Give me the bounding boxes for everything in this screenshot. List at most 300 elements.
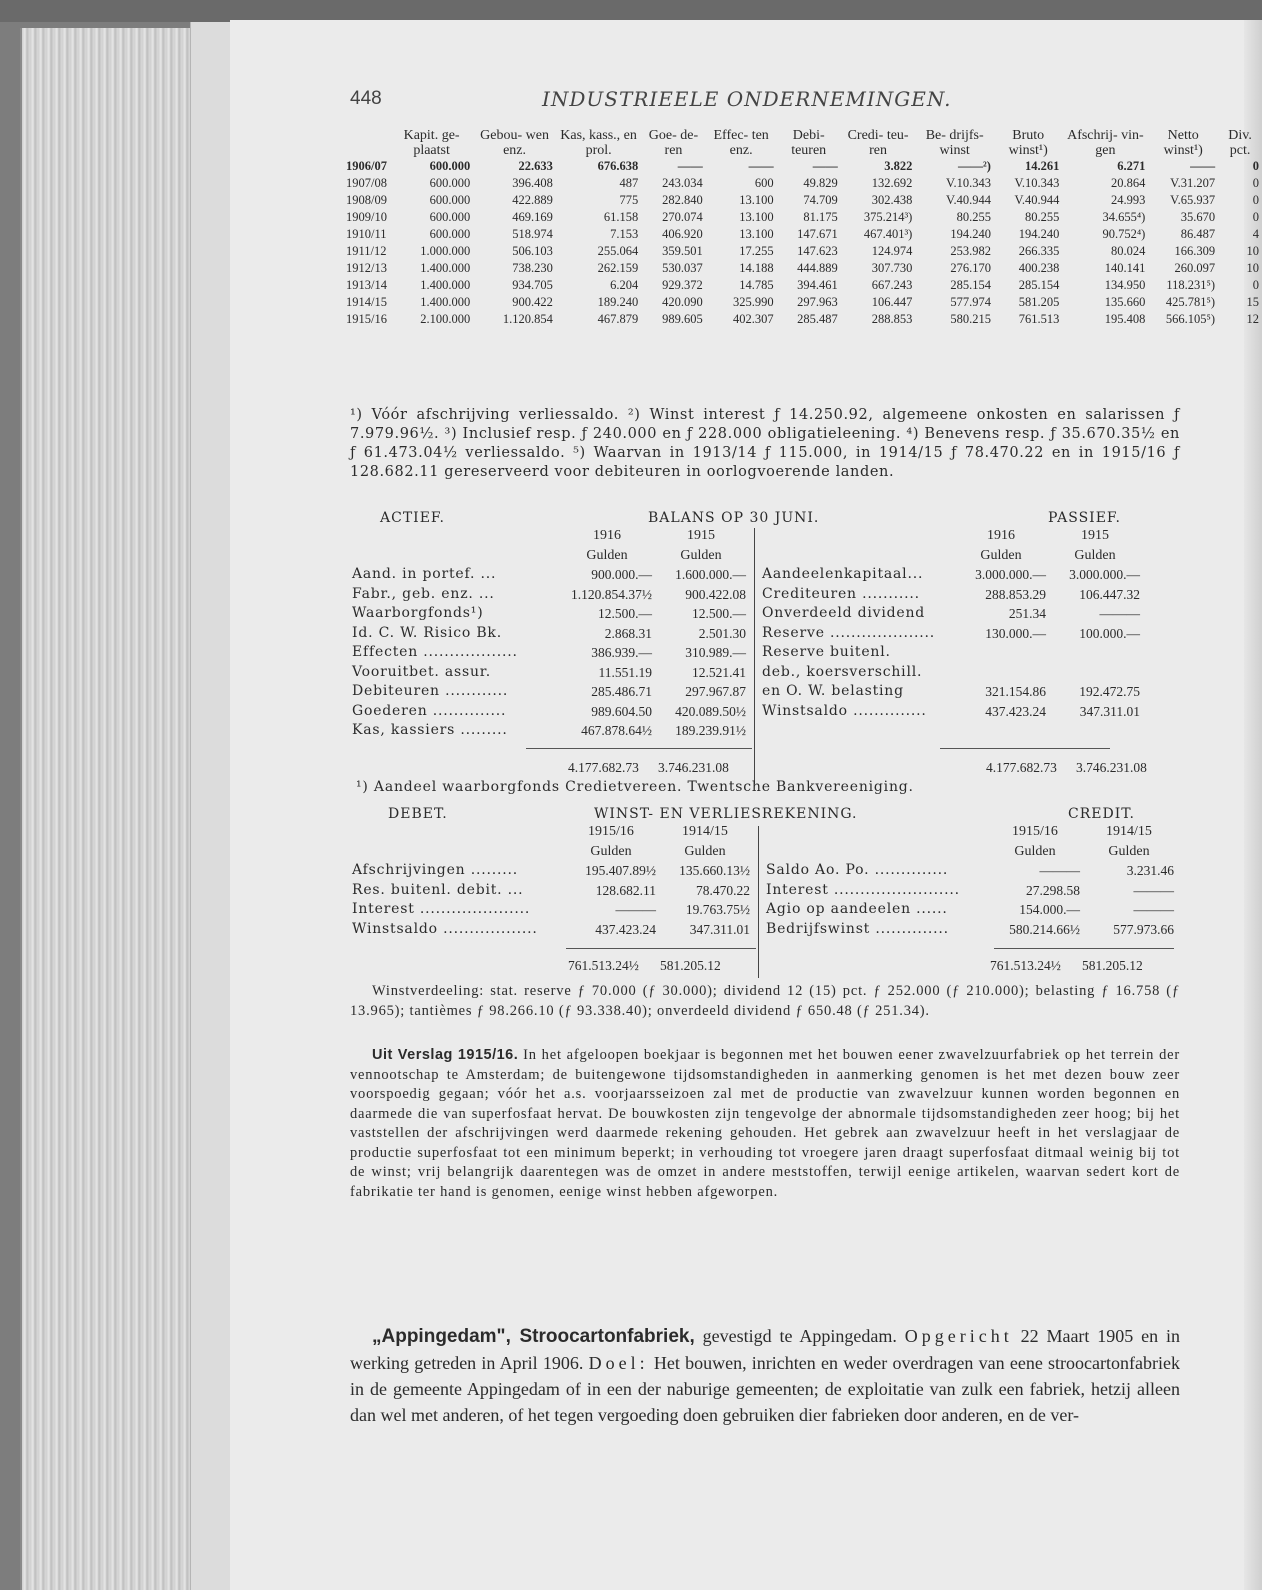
history-cell: 506.103 [512, 244, 553, 258]
actief-value: 310.989.— [685, 645, 746, 660]
credit-table [764, 822, 1176, 939]
history-cell: 989.605 [662, 312, 703, 326]
history-cell: 140.141 [1104, 261, 1146, 275]
history-col-header: Kas, kass., en prol. [560, 128, 637, 158]
passief-value [954, 643, 1048, 663]
debet-row [350, 900, 752, 920]
history-cell: 86.487 [1180, 227, 1216, 241]
actief-value: 12.500.— [692, 606, 746, 621]
history-cell: 566.105⁵) [1165, 312, 1216, 326]
actief-value: 12.521.41 [692, 664, 746, 680]
history-cell: 147.623 [797, 244, 838, 258]
credit-value: 580.214.66½ [1009, 921, 1080, 937]
history-cell: 24.993 [1110, 193, 1146, 207]
history-row [346, 192, 1262, 209]
history-row [346, 260, 1262, 277]
history-row [346, 175, 1262, 192]
history-cell: 124.974 [871, 244, 913, 258]
history-col-header: Div. pct. [1228, 128, 1252, 158]
actief-row [350, 565, 748, 585]
passief-label: Reserve .................... [762, 624, 936, 641]
history-cell: 243.034 [662, 176, 703, 190]
history-cell: 14.188 [739, 261, 774, 275]
history-cell: 22.633 [518, 159, 553, 173]
history-cell: 135.660 [1104, 295, 1146, 309]
history-cell: 15 [1246, 295, 1259, 309]
passief-row [760, 565, 1142, 585]
actief-row [350, 604, 748, 624]
history-cell: 134.950 [1104, 278, 1146, 292]
history-row [346, 226, 1262, 243]
passief-value: 3.000.000.— [975, 567, 1046, 582]
history-cell: 676.638 [597, 159, 639, 173]
actief-row [350, 585, 748, 605]
history-cell: 577.974 [950, 295, 991, 309]
passief-value: 288.853.29 [985, 586, 1046, 602]
history-cell: 487 [619, 176, 639, 190]
history-cell: 118.231⁵) [1166, 278, 1216, 292]
balance-title: BALANS OP 30 JUNI. [648, 510, 820, 526]
history-cell: V.40.944 [946, 193, 991, 207]
actief-row [350, 682, 748, 702]
passief-unit-header: Gulden [980, 547, 1022, 563]
passief-row [760, 604, 1142, 624]
history-cell: V.10.343 [1014, 176, 1060, 190]
history-col-header: Netto winst¹) [1163, 128, 1203, 158]
actief-value: 386.939.— [591, 645, 652, 660]
history-cell: 80.255 [1025, 210, 1060, 224]
history-col-header: Debi- teuren [791, 128, 827, 158]
debet-value: 19.763.75½ [685, 902, 750, 917]
opgericht-label: Opgericht [904, 1326, 1013, 1346]
history-cell: 600.000 [429, 159, 471, 173]
history-cell: —— [748, 159, 774, 173]
book-page [230, 20, 1262, 1590]
history-cell: 1.400.000 [420, 295, 471, 309]
history-cell: 288.853 [871, 312, 913, 326]
passief-year-header: 1915 [1081, 528, 1109, 543]
history-cell: 285.154 [1018, 278, 1060, 292]
history-cell: 14.261 [1025, 159, 1060, 173]
balance-footnote: ¹) Aandeel waarborgfonds Credietvereen. Twentsche Bankvereeniging. [356, 779, 914, 795]
history-col-header: Kapit. ge- plaatst [403, 128, 460, 158]
credit-row [764, 900, 1176, 920]
credit-blank [764, 822, 988, 842]
history-cell: 600.000 [429, 210, 471, 224]
history-cell: 581.205 [1018, 295, 1060, 309]
debet-total-1915-16: 761.513.24½ [568, 958, 639, 973]
history-table-body [346, 158, 1262, 328]
history-cell: 12 [1246, 312, 1259, 326]
history-cell: 6.271 [1117, 159, 1146, 173]
passief-value: 3.000.000.— [1069, 567, 1140, 582]
debet-row [350, 881, 752, 901]
history-cell: 518.974 [512, 227, 553, 241]
history-row [346, 294, 1262, 311]
passief-label: Reserve buitenl. [762, 644, 891, 660]
history-cell: 402.307 [732, 312, 774, 326]
balance-divider [754, 528, 755, 784]
pl-divider [758, 826, 759, 978]
passief-value: 251.34 [1008, 606, 1046, 621]
actief-row [350, 643, 748, 663]
history-cell: 132.692 [871, 176, 913, 190]
debet-year-header: 1914/15 [682, 824, 728, 839]
history-year: 1915/16 [346, 312, 387, 326]
verslag-text: In het afgeloopen boekjaar is begonnen met het bouwen eener zwavelzuurfabriek op het terrein der vennootschap te Amsterdam; de buitengewone tijdsomstandigheden in aanmerking genomen is het met dezen bouw zeer voorspoedig gegaan; vóór het a.s. voorjaarsseizoen zal met de productie van zwavelzuur kunnen worden begonnen en daarmede die van superfosfaat hervat. De bouwkosten zijn tengevolge der abnormale tijdsomstandigheden zeer hoog; bij het vaststellen der afschrijvingen werd daarmede rekening gehouden. Het gebrek aan zwavelzuur heeft in het verslagjaar de productie superfosfaat tot een minimum beperkt; in verhouding tot vroegere jaren draagt superfosfaat ditmaal weinig bij tot de winst; vrij belangrijk daarentegen was de omzet in andere meststoffen, terwijl eenige artikelen, waarvan sedert kort de fabrikatie ter hand is genomen, eenige winst hebben afgeworpen. [350, 1047, 1180, 1200]
actief-label: Effecten .................. [352, 644, 518, 660]
history-table-header [346, 128, 1262, 158]
debet-value: 78.470.22 [696, 882, 750, 898]
passief-row [760, 682, 1142, 702]
history-cell: 1.400.000 [420, 278, 471, 292]
history-cell: 580.215 [950, 312, 991, 326]
history-year: 1907/08 [346, 176, 387, 190]
history-cell: 0 [1252, 210, 1259, 224]
debet-value: 347.311.01 [689, 921, 750, 937]
history-year: 1908/09 [346, 193, 387, 207]
history-cell: 0 [1252, 176, 1259, 190]
passief-label: en O. W. belasting [762, 683, 904, 699]
history-col-header [346, 128, 390, 158]
passief-label: Winstsaldo .............. [762, 702, 927, 719]
actief-value: 467.878.64½ [581, 723, 652, 738]
actief-label: Fabr., geb. enz. ... [352, 585, 495, 602]
passief-year-header: 1916 [987, 528, 1015, 543]
passief-title: PASSIEF. [1048, 510, 1121, 526]
credit-total-1915-16: 761.513.24½ [990, 958, 1061, 973]
passief-blank [760, 526, 954, 546]
history-cell: 1.120.854 [502, 312, 553, 326]
history-year: 1911/12 [346, 244, 387, 258]
history-cell: V.10.343 [946, 176, 991, 190]
actief-value: 900.422.08 [685, 586, 746, 602]
actief-value: 989.604.50 [591, 703, 652, 719]
history-cell: 425.781⁵) [1165, 295, 1216, 309]
passief-label: Crediteuren ........... [762, 585, 920, 602]
actief-label: Id. C. W. Risico Bk. [352, 624, 502, 641]
history-cell: 467.401³) [863, 227, 913, 241]
running-head: INDUSTRIEELE ONDERNEMINGEN. [542, 87, 952, 111]
history-cell: 600.000 [429, 227, 471, 241]
debet-row [350, 861, 752, 881]
doel-text: Het bouwen, inrichten en weder overdragen van eene stroocartonfabriek in de gemeente Appingedam of in een der naburige gemeenten; de exploitatie van zulk een fabriek, hetzij alleen dan wel met anderen, of het tegen vergoeding doen gebruiken dier fabrieken door anderen, en de ver- [350, 1353, 1180, 1425]
credit-total-rule [994, 948, 1174, 949]
history-year: 1913/14 [346, 278, 387, 292]
passief-table [760, 526, 1142, 721]
passief-label: Aandeelenkapitaal... [762, 566, 924, 582]
passief-total-1915: 3.746.231.08 [1076, 760, 1147, 775]
credit-year-header: 1915/16 [1012, 824, 1058, 839]
passief-value: 437.423.24 [985, 703, 1046, 719]
history-cell: 444.889 [797, 261, 838, 275]
credit-blank [764, 842, 988, 862]
winstverdeeling: Winstverdeeling: stat. reserve ƒ 70.000 (ƒ 30.000); dividend 12 (15) pct. ƒ 252.000 (ƒ 210.000); belasting ƒ 16.758 (ƒ 13.965); tantièmes ƒ 98.266.10 (ƒ 93.338.40); onverdeeld dividend ƒ 650.48 (ƒ 251.34). [350, 983, 1180, 1019]
history-cell: 285.154 [950, 278, 991, 292]
credit-unit-header: Gulden [1108, 843, 1150, 859]
history-cell: 147.671 [797, 227, 838, 241]
history-cell: ——²) [958, 159, 991, 173]
history-cell: 6.204 [610, 278, 639, 292]
debet-value: ——— [615, 902, 656, 917]
history-cell: 420.090 [662, 295, 703, 309]
passief-row [760, 643, 1142, 663]
history-cell: 262.159 [597, 261, 639, 275]
passief-value: 130.000.— [985, 625, 1046, 641]
debet-label: Interest ..................... [352, 901, 531, 917]
actief-value: 1.600.000.— [675, 567, 746, 582]
book-page-edges [20, 28, 202, 1590]
doel-label: Doel: [588, 1353, 649, 1373]
history-col-header: Afschrij- vin- gen [1067, 128, 1144, 158]
history-year: 1914/15 [346, 295, 387, 309]
actief-label: Vooruitbet. assur. [352, 663, 492, 680]
actief-value: 285.486.71 [591, 684, 652, 699]
credit-value: 154.000.— [1019, 902, 1080, 917]
opgericht-text: 22 Maart 1905 en in werking getreden in April 1906. [350, 1326, 1181, 1373]
debet-total-rule [566, 948, 756, 949]
actief-label: Aand. in portef. ... [352, 566, 497, 582]
history-year: 1909/10 [346, 210, 387, 224]
history-cell: 900.422 [512, 295, 553, 309]
credit-value: 3.231.46 [1126, 863, 1174, 878]
history-cell: 13.100 [739, 227, 774, 241]
credit-label: Bedrijfswinst .............. [766, 920, 949, 937]
company-intro: gevestigd te Appingedam. [702, 1326, 897, 1346]
page-number: 448 [350, 88, 382, 109]
history-cell: 934.705 [512, 278, 553, 292]
debet-unit-header: Gulden [590, 843, 632, 859]
history-cell: 35.670 [1180, 210, 1216, 224]
debet-blank [350, 822, 564, 842]
history-cell: 282.840 [662, 193, 703, 207]
history-cell: 0 [1252, 159, 1259, 173]
history-cell: 80.024 [1110, 244, 1146, 258]
passief-total-1916: 4.177.682.73 [986, 760, 1057, 775]
history-cell: 297.963 [797, 295, 838, 309]
history-table [346, 128, 1262, 328]
credit-row [764, 861, 1176, 881]
debet-value: 195.407.89½ [585, 863, 656, 878]
passief-value: 321.154.86 [985, 684, 1046, 699]
history-cell: 4 [1252, 227, 1259, 241]
debet-label: Res. buitenl. debit. ... [352, 881, 524, 898]
book-gutter [190, 22, 231, 1590]
actief-blank [350, 546, 560, 566]
passief-value: 100.000.— [1079, 625, 1140, 641]
actief-value: 11.551.19 [598, 664, 652, 680]
history-cell: 394.461 [797, 278, 838, 292]
debet-title: DEBET. [388, 806, 448, 822]
company-entry [350, 1323, 1180, 1428]
actief-value: 420.089.50½ [675, 703, 746, 719]
history-cell: —— [677, 159, 703, 173]
actief-unit-header: Gulden [586, 547, 628, 563]
passief-value: 192.472.75 [1079, 684, 1140, 699]
actief-value: 2.501.30 [698, 625, 746, 641]
actief-label: Kas, kassiers ......... [352, 722, 508, 738]
history-cell: 81.175 [803, 210, 838, 224]
history-col-header: Be- drijfs- winst [925, 128, 984, 158]
history-cell: 929.372 [662, 278, 703, 292]
history-cell: 307.730 [871, 261, 913, 275]
history-cell: 61.158 [603, 210, 639, 224]
history-cell: 276.170 [950, 261, 991, 275]
actief-total-1915: 3.746.231.08 [658, 760, 729, 775]
credit-value: ——— [1133, 902, 1174, 917]
verslag-paragraph [350, 1046, 1180, 1202]
history-cell: 738.230 [512, 261, 553, 275]
credit-value: 27.298.58 [1026, 882, 1080, 898]
actief-table [350, 526, 748, 741]
debet-blank [350, 842, 564, 862]
passief-value: ——— [1099, 606, 1140, 621]
history-cell: 600 [754, 176, 774, 190]
passief-value [1048, 643, 1142, 663]
history-cell: 422.889 [512, 193, 553, 207]
debet-year-header: 1915/16 [588, 824, 634, 839]
history-cell: 20.864 [1110, 176, 1146, 190]
history-year: 1906/07 [346, 159, 387, 173]
history-cell: 80.255 [956, 210, 991, 224]
history-cell: 90.752⁴) [1102, 227, 1146, 241]
history-cell: 375.214³) [863, 210, 913, 224]
passief-value: 347.311.01 [1079, 703, 1140, 719]
history-cell: V.40.944 [1014, 193, 1060, 207]
history-year: 1910/11 [346, 227, 387, 241]
history-cell: 10 [1246, 244, 1259, 258]
actief-value: 2.868.31 [604, 625, 652, 641]
history-row [346, 243, 1262, 260]
debet-unit-header: Gulden [684, 843, 726, 859]
actief-value: 1.120.854.37½ [571, 586, 652, 602]
credit-value: ——— [1133, 882, 1174, 898]
history-cell: 467.879 [597, 312, 639, 326]
history-row [346, 158, 1262, 175]
history-cell: 400.238 [1018, 261, 1060, 275]
actief-total-rule [526, 748, 752, 749]
history-cell: 396.408 [512, 176, 553, 190]
history-cell: 7.153 [610, 227, 639, 241]
history-cell: 761.513 [1018, 312, 1060, 326]
history-cell: 0 [1252, 278, 1259, 292]
history-row [346, 209, 1262, 226]
history-cell: 255.064 [597, 244, 639, 258]
passief-value [954, 663, 1048, 683]
actief-blank [350, 526, 560, 546]
history-cell: 2.100.000 [420, 312, 471, 326]
verslag-heading: Uit Verslag 1915/16. [372, 1047, 519, 1063]
background-top [0, 0, 1262, 22]
actief-value: 297.967.87 [685, 684, 746, 699]
company-name: „Appingedam", Stroocartonfabriek, [372, 1326, 695, 1347]
credit-value: ——— [1039, 863, 1080, 878]
actief-row [350, 702, 748, 722]
debet-total-1914-15: 581.205.12 [660, 958, 721, 973]
history-cell: 3.822 [884, 159, 913, 173]
passief-value [1048, 663, 1142, 683]
history-cell: 14.785 [739, 278, 774, 292]
history-cell: 13.100 [739, 210, 774, 224]
history-cell: 285.487 [797, 312, 838, 326]
actief-unit-header: Gulden [680, 547, 722, 563]
credit-label: Agio op aandeelen ...... [766, 901, 948, 917]
credit-value: 577.973.66 [1113, 921, 1174, 937]
history-cell: 0 [1252, 193, 1259, 207]
history-cell: 13.100 [739, 193, 774, 207]
history-cell: V.65.937 [1170, 193, 1216, 207]
passief-value: 106.447.32 [1079, 586, 1140, 602]
history-cell: V.31.207 [1170, 176, 1216, 190]
credit-label: Interest ........................ [766, 881, 960, 898]
actief-year-header: 1915 [687, 528, 715, 543]
credit-row [764, 920, 1176, 940]
history-cell: 1.000.000 [420, 244, 471, 258]
history-cell: 34.655⁴) [1102, 210, 1146, 224]
history-col-header: Credi- teu- ren [847, 128, 909, 158]
debet-value: 135.660.13½ [679, 863, 750, 878]
actief-label: Debiteuren ............ [352, 683, 509, 699]
history-col-header: Goe- de- ren [648, 128, 699, 158]
actief-row [350, 663, 748, 683]
history-cell: 469.169 [512, 210, 553, 224]
passief-row [760, 663, 1142, 683]
history-cell: 17.255 [739, 244, 774, 258]
actief-value: 12.500.— [598, 606, 652, 621]
passief-unit-header: Gulden [1074, 547, 1116, 563]
actief-year-header: 1916 [593, 528, 621, 543]
history-cell: 667.243 [871, 278, 913, 292]
history-row [346, 311, 1262, 328]
history-cell: 270.074 [662, 210, 703, 224]
history-cell: 106.447 [871, 295, 913, 309]
passief-label: deb., koersverschill. [762, 663, 923, 680]
actief-total-1916: 4.177.682.73 [568, 760, 639, 775]
history-cell: 260.097 [1174, 261, 1216, 275]
history-cell: 530.037 [662, 261, 703, 275]
pl-title: WINST- EN VERLIESREKENING. [594, 806, 858, 822]
credit-title: CREDIT. [1068, 806, 1135, 822]
passief-label: Onverdeeld dividend [762, 605, 926, 621]
debet-value: 128.682.11 [595, 882, 656, 898]
history-cell: 302.438 [871, 193, 913, 207]
passief-blank [760, 546, 954, 566]
actief-row [350, 721, 748, 741]
history-footnotes: ¹) Vóór afschrijving verliessaldo. ²) Winst interest ƒ 14.250.92, algemeene onkosten en salarissen ƒ 7.979.96½. ³) Inclusief resp. ƒ 240.000 en ƒ 228.000 obligatieleening. ⁴) Benevens resp. ƒ 35.670.35½ en ƒ 61.473.04½ verliessaldo. ⁵) Waarvan in 1913/14 ƒ 115.000, in 1914/15 ƒ 78.470.22 en in 1915/16 ƒ 128.682.11 gereserveerd voor debiteuren in oorlogvoerende landen. [350, 407, 1180, 480]
history-cell: 194.240 [950, 227, 991, 241]
history-col-header: Bruto winst¹) [1008, 128, 1048, 158]
debet-row [350, 920, 752, 940]
history-cell: 194.240 [1018, 227, 1060, 241]
debet-label: Winstsaldo .................. [352, 920, 538, 937]
history-cell: 359.501 [662, 244, 703, 258]
history-cell: 325.990 [732, 295, 774, 309]
debet-value: 437.423.24 [595, 921, 656, 937]
passief-row [760, 624, 1142, 644]
history-cell: 49.829 [803, 176, 838, 190]
history-cell: 74.709 [803, 193, 838, 207]
credit-year-header: 1914/15 [1106, 824, 1152, 839]
debet-table [350, 822, 752, 939]
history-col-header: Gebou- wen enz. [480, 128, 549, 158]
history-cell: 166.309 [1174, 244, 1216, 258]
credit-total-1914-15: 581.205.12 [1082, 958, 1143, 973]
history-cell: 10 [1246, 261, 1259, 275]
history-cell: —— [812, 159, 838, 173]
history-cell: 189.240 [597, 295, 639, 309]
debet-label: Afschrijvingen ......... [352, 862, 518, 878]
actief-value: 900.000.— [591, 567, 652, 582]
